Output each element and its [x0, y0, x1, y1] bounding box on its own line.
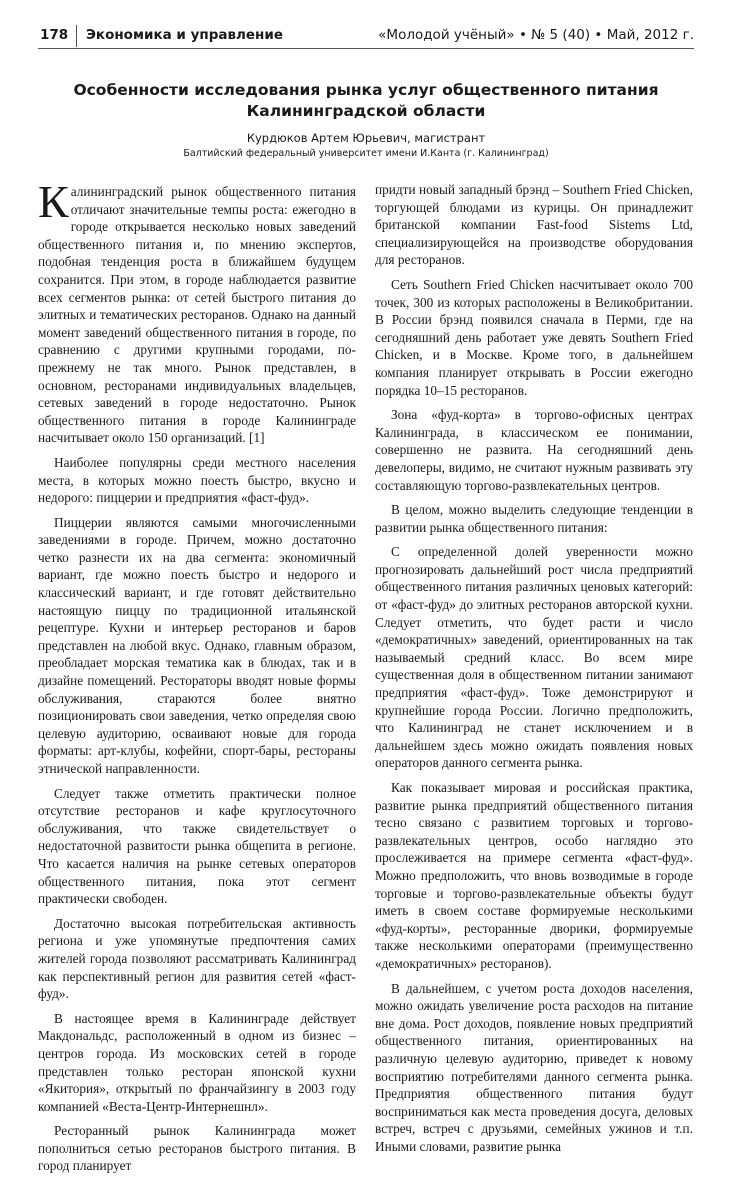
section-name: Экономика и управление — [86, 27, 284, 43]
title-line-2: Калининградской области — [246, 102, 486, 120]
article-title — [38, 80, 694, 122]
right-column — [375, 181, 693, 1162]
paragraph: Как показывает мировая и российская практика, развитие рынка предприятий общественного питания тесно связано с развитием торговых и торгово-развлекательных центров, особо наглядно это прослеживается на примере сегмента «фаст-фуд». Можно предположить, что вновь возводимые в городе торговые и торгово-развлекательные объекты будут иметь в своем составе формируемые несколькими «фуд-корты», ресторанные дворики, формируемые также несколькими операторами (преимущественно «демократичных» ресторанов). — [375, 780, 693, 971]
paragraph: Пиццерии являются самыми многочисленными заведениями в городе. Причем, можно достаточно четко разнести их на два сегмента: экономичный вариант, где можно поесть быстро и недорого и классический вариант, и где готовят действительно настоящую пиццу по традиционной итальянской рецептуре. Кухни и интерьер ресторанов и баров представлен на любой вкус. Однако, главным образом, преобладает морская тематика как в блюдах, так и в дизайне помещений. Рестораторы вводят новые формы обслуживания, стараются более внятно позиционировать свои заведения, четко определяя свою целевую аудиторию, осваивают новые для города форматы: арт-клубы, кофейни, спорт-бары, рестораны этнической направленности. — [38, 514, 356, 776]
author: Курдюков Артем Юрьевич, магистрант — [246, 131, 486, 145]
paragraph: придти новый западный брэнд – Southern Fried Chicken, торгующей блюдами из курицы. Он принадлежит британской компании Fast-food Sistems Ltd, специализирующейся на производстве оборудования для ресторанов. — [375, 182, 693, 268]
paragraph: С определенной долей уверенности можно прогнозировать дальнейший рост числа предприятий общественного питания различных ценовых категорий: от «фаст-фуд» до элитных ресторанов авторской кухни. Следует отметить, что будет расти и число «демократичных» заведений, ориентированных на так называемый средний класс. Во всем мире существенная доля в общественном питании занимают предприятия «фаст-фуд». Тоже демонстрируют и крупнейшие города России. Логично предположить, что Калининград не станет исключением и в дальнейшем здесь можно ожидать появления новых операторов данного сегмента рынка. — [375, 544, 693, 771]
page-number: 178 — [40, 27, 69, 43]
paragraph: Следует также отметить практически полное отсутствие ресторанов и кафе круглосуточного обслуживания, что также свидетельствует о недостаточной развитости рынка общепита в регионе. Что касается наличия на рынке сетевых операторов общественного питания, пока этот сегмент практически свободен. — [38, 785, 356, 907]
paragraph: Сеть Southern Fried Chicken насчитывает около 700 точек, 300 из которых расположены в Великобритании. В России брэнд появился сначала в Перми, где на сегодняшний день работает уже девять Southern Fried Chicken, и в Москве. Кроме того, в дальнейшем компания планирует открывать в России ежегодно порядка 10–15 ресторанов. — [375, 276, 693, 398]
title-line-1: Особенности исследования рынка услуг общественного питания — [73, 81, 659, 99]
affiliation: Балтийский федеральный университет имени И.Канта (г. Калининград) — [183, 148, 549, 159]
paragraph — [38, 176, 356, 447]
running-header — [38, 27, 694, 49]
journal-info: «Молодой учёный» • № 5 (40) • Май, 2012 г. — [378, 27, 694, 43]
header-divider — [76, 25, 77, 47]
paragraph: Наиболее популярны среди местного населения места, в которых можно поесть быстро, вкусно и недорого: пиццерии и предприятия «фаст-фуд». — [38, 454, 356, 506]
paragraph: Достаточно высокая потребительская активность региона и уже упомянутые предпочтения самих жителей города позволяют рассматривать Калининград как перспективный регион для развития сетей «фаст-фуд». — [38, 915, 356, 1002]
drop-cap: К — [38, 176, 69, 227]
paragraph: В дальнейшем, с учетом роста доходов населения, можно ожидать увеличение роста расходов на питание вне дома. Рост доходов, появление новых предприятий общественного питания, ориентированных на различную целевую аудиторию, приведет к новому восприятию потребителями данного сегмента рынка. Предприятия общественного питания будут восприниматься как места проведения досуга, деловых встреч, встреч с друзьями, семейных ужинов и т.п. Иными словами, развитие рынка — [375, 980, 693, 1154]
paragraph: Ресторанный рынок Калининграда может пополниться сетью ресторанов быстрого питания. В город планирует — [38, 1123, 356, 1174]
paragraph: В целом, можно выделить следующие тенденции в развитии рынка общественного питания: — [375, 502, 693, 535]
paragraph: В настоящее время в Калининграде действует Макдональдс, расположенный в одном из бизнес – центров города. Из московских сетей в городе представлен только ресторан японской кухни «Якитория», открытый по франчайзингу в 2003 году компанией «Веста-Центр-Интернешнл». — [38, 1010, 356, 1114]
paragraph: Зона «фуд-корта» в торгово-офисных центрах Калининграда, в классическом ее понимании, совершенно не развита. На сегодняшний день девелоперы, видимо, не считают нужным развивать эту составляющую торгово-развлекательных центров. — [375, 407, 693, 493]
left-column — [38, 176, 356, 1182]
paragraph-text: алининградский рынок общественного питания отличают значительные темпы роста: ежегодно в городе открывается несколько новых заведений общественного питания и, по мнению экспертов, подобная тенденция роста в ближайшем будущем сохранится. При этом, в городе наблюдается развитие всех сегментов рынка: от сетей быстрого питания до элитных и тематических ресторанов. Однако на данный момент заведений общественного питания в городе, по сравнению с другими крупными городами, по-прежнему не так много. Рынок представлен, в основном, ресторанами индивидуальных владельцев, сетевых заведений в городе недостаточно. Рынок общественного питания в городе Калининграде насчитывает около 150 организаций. [1] — [38, 184, 356, 446]
